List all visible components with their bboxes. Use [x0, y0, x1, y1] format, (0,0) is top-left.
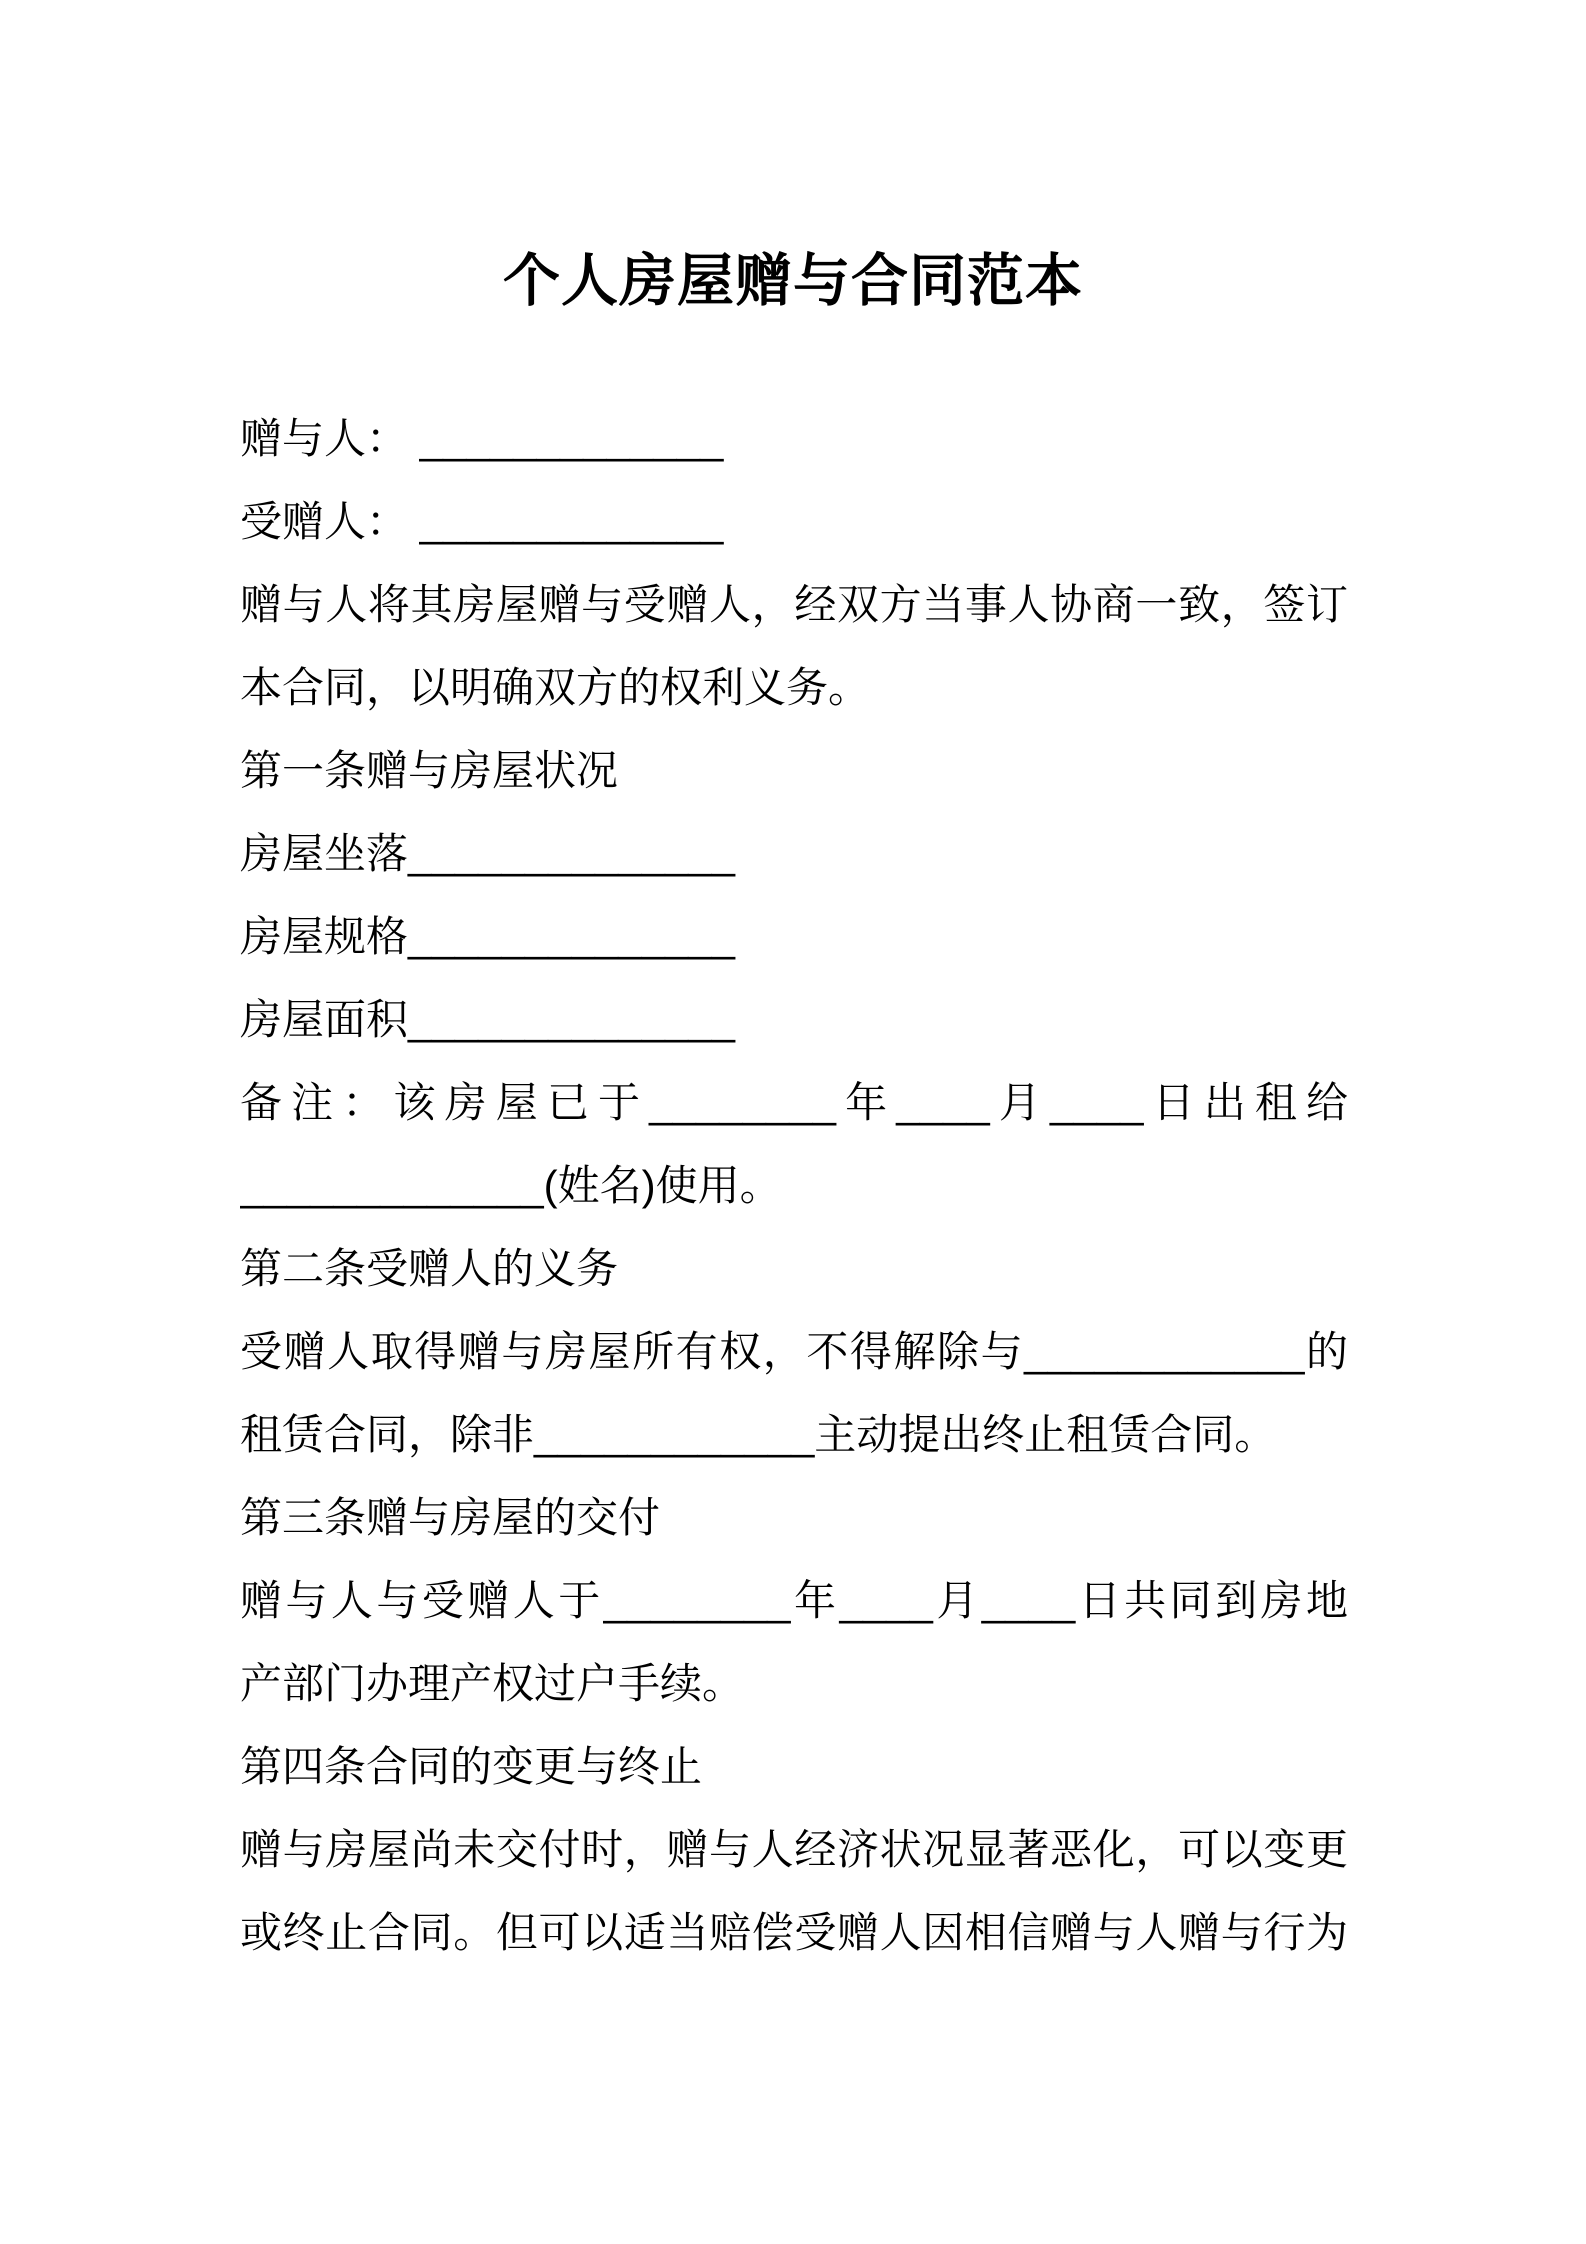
- article2-body-line-1: 受赠人取得赠与房屋所有权，不得解除与____________的: [240, 1328, 1348, 1375]
- article2-heading: 第二条受赠人的义务: [240, 1245, 619, 1292]
- house-area-line: 房屋面积______________: [240, 996, 736, 1043]
- article4-body-line-2: 或终止合同。但可以适当赔偿受赠人因相信赠与人赠与行为: [240, 1909, 1348, 1956]
- remark-line-1: 备注：该房屋已于________年____月____日出租给: [240, 1079, 1348, 1126]
- remark-line-2: _____________(姓名)使用。: [240, 1162, 782, 1209]
- article4-body-line-1: 赠与房屋尚未交付时，赠与人经济状况显著恶化，可以变更: [240, 1826, 1348, 1873]
- donee-line: 受赠人： _____________: [240, 498, 724, 545]
- house-spec-line: 房屋规格______________: [240, 913, 736, 960]
- preamble-line-2: 本合同，以明确双方的权利义务。: [240, 664, 871, 711]
- donor-line: 赠与人： _____________: [240, 415, 724, 462]
- house-location-line: 房屋坐落______________: [240, 830, 736, 877]
- article3-heading: 第三条赠与房屋的交付: [240, 1494, 661, 1541]
- article4-heading: 第四条合同的变更与终止: [240, 1743, 703, 1790]
- article2-body-line-2: 租赁合同，除非____________主动提出终止租赁合同。: [240, 1411, 1277, 1458]
- page-title: 个人房屋赠与合同范本: [503, 249, 1083, 313]
- article3-body-line-1: 赠与人与受赠人于________年____月____日共同到房地: [240, 1577, 1348, 1624]
- article1-heading: 第一条赠与房屋状况: [240, 747, 619, 794]
- preamble-line-1: 赠与人将其房屋赠与受赠人，经双方当事人协商一致，签订: [240, 581, 1348, 628]
- contract-body: [240, 397, 1348, 1974]
- article3-body-line-2: 产部门办理产权过户手续。: [240, 1660, 745, 1707]
